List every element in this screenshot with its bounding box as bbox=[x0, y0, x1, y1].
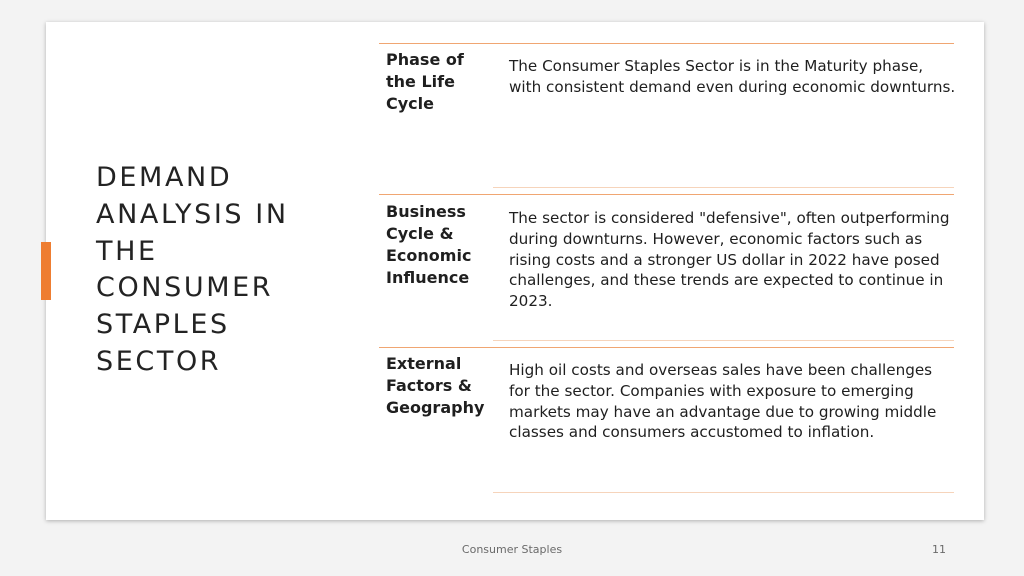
slide-title: DEMAND ANALYSIS IN THE CONSUMER STAPLES SECTOR bbox=[96, 162, 289, 377]
row-text-external-factors: High oil costs and overseas sales have been challenges for the sector. Companies with exposure to emerging markets may have an advantage due to growing middle classes and consumers accustomed to inflation. bbox=[509, 361, 937, 442]
accent-bar bbox=[41, 242, 51, 300]
row-heading-external-factors: External Factors & Geography bbox=[386, 354, 485, 417]
slide bbox=[46, 22, 984, 520]
row-text-life-cycle: The Consumer Staples Sector is in the Maturity phase, with consistent demand even during economic downturns. bbox=[509, 57, 956, 96]
row-divider-bottom bbox=[493, 340, 954, 341]
row-divider-top bbox=[379, 194, 954, 195]
footer-label: Consumer Staples bbox=[461, 543, 563, 556]
page-number: 11 bbox=[932, 543, 946, 556]
row-heading-business-cycle: Business Cycle & Economic Influence bbox=[386, 202, 472, 287]
row-text-business-cycle: The sector is considered "defensive", often outperforming during downturns. However, economic factors such as rising costs and a stronger US dollar in 2022 have posed challenges, and these trends are expected to continue in 2023. bbox=[509, 209, 950, 311]
row-heading-life-cycle: Phase of the Life Cycle bbox=[386, 50, 464, 113]
row-divider-bottom bbox=[493, 492, 954, 493]
row-divider-top bbox=[379, 43, 954, 44]
row-divider-top bbox=[379, 347, 954, 348]
row-divider-bottom bbox=[493, 187, 954, 188]
